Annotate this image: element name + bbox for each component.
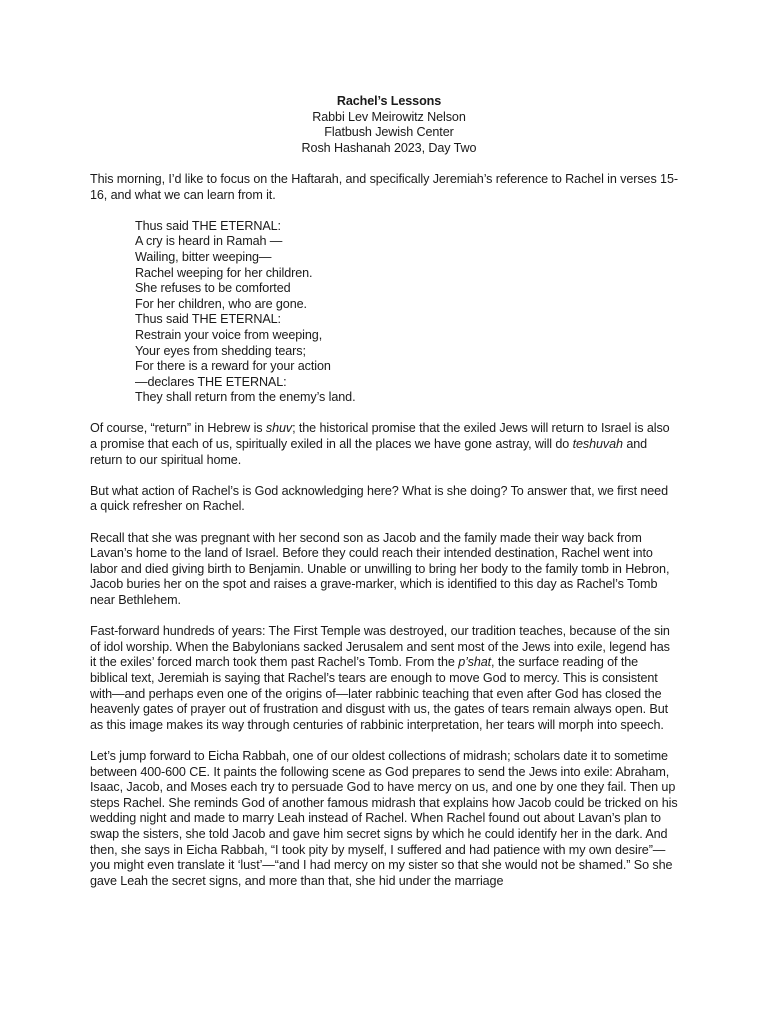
verse-line: For her children, who are gone. xyxy=(135,296,307,311)
eicha-paragraph: Let’s jump forward to Eicha Rabbah, one of our oldest collections of midrash; scholars date it to sometime between 400-600 CE. It paints the following scene as God prepares to send the Jews into exile: Abraham, Isaac, Jacob, and Moses each try to persuade God to have mercy on us, and one by one they fail. Then up steps Rachel. She reminds God of another famous midrash that explains how Jacob could be tricked on his wedding night and made to marry Leah instead of Rachel. When Rachel found out about Lavan’s plan to swap the sisters, she told Jacob and gave him secret signs by which he could identify her in the dark. And then, she says in Eicha Rabbah, “I took pity by myself, I suffered and had patience with my own desire”—you might even translate it ‘lust’—“and I had mercy on my sister so that she would not be shamed.” So she gave Leah the secret signs, and more than that, she hid under the marriage xyxy=(90,748,678,888)
verse-line: She refuses to be comforted xyxy=(135,281,291,296)
return-paragraph: Of course, “return” in Hebrew is shuv; the historical promise that the exiled Jews will return to Israel is also a promise that each of us, spiritually exiled in all the places we have gone astray, will do teshuvah and return to our spiritual home. xyxy=(90,421,670,467)
verse-line: For there is a reward for your action xyxy=(135,359,331,374)
verse-line: Wailing, bitter weeping— xyxy=(135,249,272,264)
verse-line: —declares THE ETERNAL: xyxy=(135,374,287,389)
pshat-term: p’shat xyxy=(458,655,492,670)
teshuvah-term: teshuvah xyxy=(572,437,623,452)
recall-paragraph: Recall that she was pregnant with her second son as Jacob and the family made their way back from Lavan’s home to the land of Israel. Before they could reach their intended destination, Rachel went into labor and died giving birth to Benjamin. Unable or unwilling to bring her body to the family tomb in Hebron, Jacob buries her on the spot and raises a grave-marker, which is identified to this day as Rachel’s Tomb near Bethlehem. xyxy=(90,530,670,607)
verse-line: Rachel weeping for her children. xyxy=(135,265,313,280)
verse-block xyxy=(135,219,678,406)
verse-line: They shall return from the enemy’s land. xyxy=(135,390,356,405)
fastforward-paragraph: Fast-forward hundreds of years: The First Temple was destroyed, our tradition teaches, because of the sin of idol worship. When the Babylonians sacked Jerusalem and sent most of the Jews into exile, legend has it the exiles’ forced march took them past Rachel’s Tomb. From the p’shat, the surface reading of the biblical text, Jeremiah is saying that Rachel’s tears are enough to move God to mercy. This is consistent with—and perhaps even one of the origins of—later rabbinic teaching that even after God has closed the heavenly gates of prayer out of frustration and disgust with us, the gates of tears remain always open. But as this image makes its way through centuries of rabbinic interpretation, her tears will morph into speech. xyxy=(90,624,670,732)
shuv-term: shuv xyxy=(265,421,293,436)
occasion-line: Rosh Hashanah 2023, Day Two xyxy=(301,140,477,155)
verse-line: Restrain your voice from weeping, xyxy=(135,327,323,342)
verse-line: Your eyes from shedding tears; xyxy=(135,343,306,358)
verse-line: Thus said THE ETERNAL: xyxy=(135,312,281,327)
congregation-line: Flatbush Jewish Center xyxy=(324,125,454,140)
document-header xyxy=(100,94,678,156)
intro-paragraph: This morning, I’d like to focus on the Haftarah, and specifically Jeremiah’s reference to Rachel in verses 15-16, and what we can learn from it. xyxy=(90,171,678,202)
verse-line: Thus said THE ETERNAL: xyxy=(135,218,281,233)
verse-line: A cry is heard in Ramah — xyxy=(135,234,283,249)
question-paragraph: But what action of Rachel’s is God acknowledging here? What is she doing? To answer that, we first need a quick refresher on Rachel. xyxy=(90,483,668,514)
author-line: Rabbi Lev Meirowitz Nelson xyxy=(312,109,466,124)
document-title: Rachel’s Lessons xyxy=(336,94,442,108)
